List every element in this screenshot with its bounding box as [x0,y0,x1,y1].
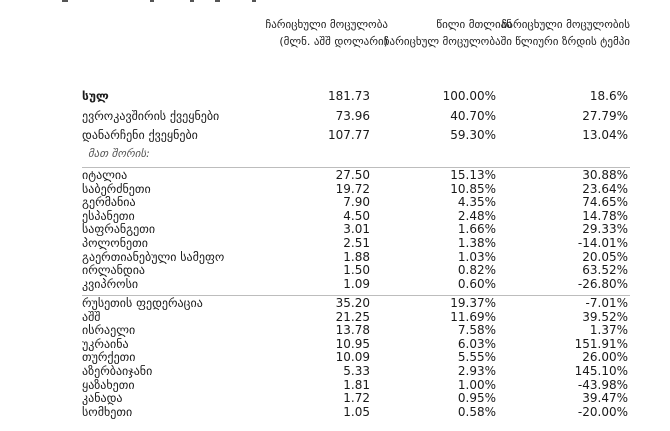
cell-share: 4.35% [457,195,496,210]
row-label: დანარჩენი ქვეყნები [82,128,198,142]
row-label: ევროკავშირის ქვეყნები [82,109,220,123]
cell-share: 15.13% [450,168,496,182]
cell-growth: 13.04% [582,128,628,142]
cell-value: 73.96 [335,109,370,123]
row-label: პოლონეთი [82,236,148,250]
table-row [82,392,630,405]
cell-growth: 1.37% [589,323,628,338]
cell-value: 4.50 [343,208,370,223]
row-label: გაერთიანებული სამეფო [82,249,225,264]
cell-share: 2.93% [457,364,496,378]
cell-value: 19.72 [335,181,370,196]
cell-value: 181.73 [328,89,370,103]
table-row-eu [82,107,630,126]
cell-value: 7.90 [343,195,370,210]
cell-share: 0.95% [457,391,496,406]
cell-share: 40.70% [450,109,496,123]
table-row [82,264,630,277]
table-row [82,223,630,236]
table-row [82,406,630,419]
cell-growth: -26.80% [577,276,628,291]
cell-share: 11.69% [450,309,496,324]
row-label: თურქეთი [82,350,136,365]
cell-growth: 23.64% [582,181,628,196]
row-label: იტალია [82,168,128,182]
row-label: რუსეთის ფედერაცია [82,296,203,310]
cell-growth: 63.52% [582,263,628,278]
cell-value: 21.25 [335,309,370,324]
row-label: აზერბაიჯანი [82,364,153,378]
table-row [82,311,630,324]
table-row [82,210,630,223]
column-header-value: ჩარიცხული მოცულობა (მლნ. აშშ დოლარი) [265,18,388,48]
cell-share: 2.48% [457,208,496,223]
cell-growth: 30.88% [582,168,628,182]
cell-value: 2.51 [343,236,370,250]
cell-share: 0.60% [457,276,496,291]
row-label: საფრანგეთი [82,222,156,237]
cell-value: 1.72 [343,391,370,406]
cell-share: 0.82% [457,263,496,278]
cell-share: 7.58% [457,323,496,338]
cell-growth: 18.6% [589,89,628,103]
cell-value: 1.81 [343,377,370,392]
cell-growth: 39.52% [582,309,628,324]
cell-value: 10.95 [335,336,370,351]
row-label: გერმანია [82,195,136,210]
cell-value: 1.50 [343,263,370,278]
cell-share: 100.00% [442,89,496,103]
row-label: ისრაელი [82,323,136,338]
cell-growth: -7.01% [585,296,628,310]
cell-value: 10.09 [335,350,370,365]
cell-share: 0.58% [457,404,496,419]
table-row [82,379,630,392]
cell-growth: 145.10% [574,364,628,378]
cell-share: 1.00% [457,377,496,392]
table-row [82,297,630,310]
row-label: ყაზახეთი [82,377,135,392]
row-label: ესპანეთი [82,208,135,223]
cell-share: 59.30% [450,128,496,142]
table-row [82,351,630,364]
row-label: საბერძნეთი [82,181,151,196]
row-label: სულ [82,89,109,103]
row-label: კანადა [82,391,123,406]
cell-value: 13.78 [335,323,370,338]
table-row [82,365,630,378]
cell-value: 1.05 [343,404,370,419]
cell-share: 10.85% [450,181,496,196]
cell-share: 19.37% [450,296,496,310]
cell-growth: -20.00% [577,404,628,419]
cell-value: 107.77 [328,128,370,142]
table-row [82,324,630,337]
row-label: აშშ [82,309,101,324]
cell-share: 1.66% [457,222,496,237]
column-header-growth: ჩარიცხული მოცულობის წლიური ზრდის ტემპი [501,18,630,48]
cell-growth: -14.01% [577,236,628,250]
table-row [82,251,630,264]
row-label: ირლანდია [82,263,146,278]
cell-growth: 39.47% [582,391,628,406]
row-label: სომხეთი [82,404,133,419]
row-label: უკრაინა [82,336,129,351]
cell-growth: 20.05% [582,249,628,264]
cell-share: 1.03% [457,249,496,264]
cell-share: 1.38% [457,236,496,250]
table-row [82,278,630,291]
table-row-total [82,87,630,106]
cell-growth: 26.00% [582,350,628,365]
top-edge-artifact [0,0,670,4]
table-row-other-countries [82,126,630,145]
table-row [82,169,630,182]
table-row [82,237,630,250]
table-row [82,338,630,351]
row-label: კვიპროსი [82,276,139,291]
cell-growth: 29.33% [582,222,628,237]
cell-share: 6.03% [457,336,496,351]
cell-value: 1.88 [343,249,370,264]
cell-value: 1.09 [343,276,370,291]
cell-growth: -43.98% [577,377,628,392]
column-header-share: წილი მთლიან ჩარიცხულ მოცულობაში [383,18,512,48]
cell-growth: 151.91% [574,336,628,351]
cell-value: 27.50 [335,168,370,182]
cell-growth: 74.65% [582,195,628,210]
table-row [82,196,630,209]
cell-value: 3.01 [343,222,370,237]
of-which-label: მათ შორის: [88,147,150,160]
cell-value: 35.20 [335,296,370,310]
cell-growth: 27.79% [582,109,628,123]
cell-share: 5.55% [457,350,496,365]
table-row [82,183,630,196]
cell-value: 5.33 [343,364,370,378]
cell-growth: 14.78% [582,208,628,223]
